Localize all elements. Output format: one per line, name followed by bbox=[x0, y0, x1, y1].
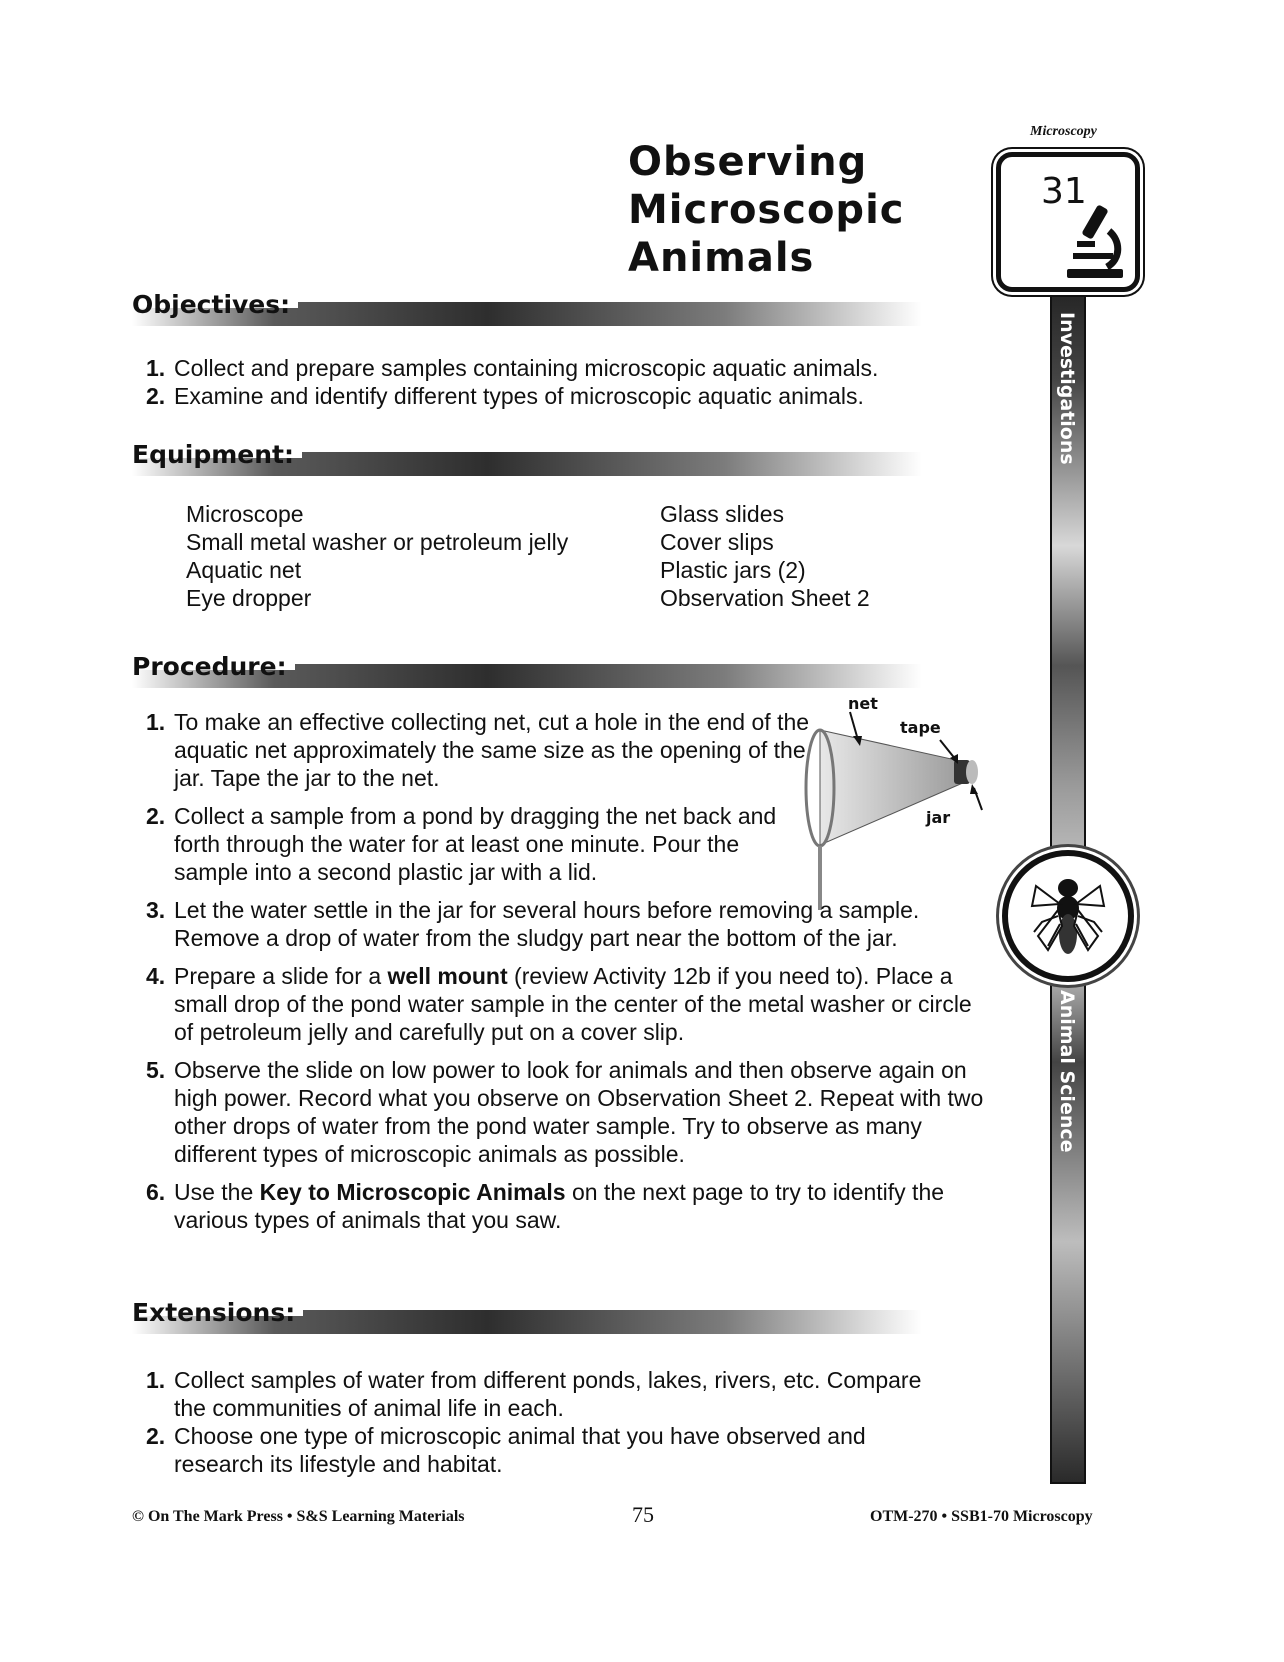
item-text: Collect a sample from a pond by dragging the net back and forth through the water for at least one minute. Pour the sample into a second plastic jar with a lid. bbox=[174, 803, 777, 885]
item-text: Let the water settle in the jar for several hours before removing a sample. Remove a drop of water from the sludgy part near the bottom of the jar. bbox=[174, 897, 920, 951]
list-item bbox=[132, 1422, 952, 1478]
objectives-heading bbox=[132, 290, 922, 322]
extensions-list bbox=[132, 1366, 952, 1478]
activity-number: 31 bbox=[1041, 171, 1087, 212]
equipment-list-right bbox=[660, 500, 870, 612]
diagram-label-jar: jar bbox=[926, 808, 951, 827]
item-number: 1. bbox=[146, 355, 166, 381]
list-item bbox=[132, 708, 814, 792]
equipment-item: Aquatic net bbox=[186, 557, 302, 583]
objectives-list bbox=[132, 354, 952, 410]
equipment-item: Eye dropper bbox=[186, 585, 312, 611]
footer-product-code: OTM-270 • SSB1-70 Microscopy bbox=[870, 1508, 1093, 1525]
list-item bbox=[132, 896, 994, 952]
item-text-bold: Key to Microscopic Animals bbox=[259, 1179, 566, 1205]
procedure-heading-label: Procedure: bbox=[132, 652, 295, 682]
extensions-heading-label: Extensions: bbox=[132, 1298, 303, 1328]
equipment-item: Small metal washer or petroleum jelly bbox=[186, 529, 569, 555]
item-text-post: on the next page to try to identify the various types of animals that you saw. bbox=[174, 1179, 945, 1233]
extensions-heading bbox=[132, 1298, 922, 1330]
item-text: Choose one type of microscopic animal that you have observed and research its lifestyle and habitat. bbox=[174, 1423, 866, 1477]
item-text-post: (review Activity 12b if you need to). Place a small drop of the pond water sample in the center of the metal washer or circle of petroleum jelly and carefully put on a cover slip. bbox=[174, 963, 972, 1045]
item-text: Examine and identify different types of microscopic aquatic animals. bbox=[174, 383, 864, 409]
list-item bbox=[132, 354, 952, 382]
list-item bbox=[132, 802, 814, 886]
sidebar-caption: Microscopy bbox=[1030, 124, 1097, 139]
list-item bbox=[132, 962, 994, 1046]
item-number: 2. bbox=[146, 383, 166, 409]
item-number: 2. bbox=[146, 803, 166, 829]
equipment-item: Cover slips bbox=[660, 529, 774, 555]
diagram-label-tape: tape bbox=[900, 718, 941, 737]
footer-publisher: © On The Mark Press • S&S Learning Materials bbox=[132, 1508, 465, 1525]
item-text: Collect samples of water from different ponds, lakes, rivers, etc. Compare the communities of animal life in each. bbox=[174, 1367, 922, 1421]
page-number: 75 bbox=[632, 1502, 654, 1527]
list-item bbox=[132, 1178, 994, 1234]
list-item bbox=[132, 1056, 1004, 1168]
equipment-item: Plastic jars (2) bbox=[660, 557, 806, 583]
procedure-heading bbox=[132, 652, 922, 684]
objectives-heading-label: Objectives: bbox=[132, 290, 298, 320]
list-item bbox=[132, 382, 952, 410]
title-line-3: Animals bbox=[628, 235, 815, 281]
equipment-item: Glass slides bbox=[660, 501, 784, 527]
item-number: 4. bbox=[146, 963, 166, 989]
equipment-list-left bbox=[186, 500, 568, 612]
item-number: 1. bbox=[146, 709, 166, 735]
item-text: To make an effective collecting net, cut a hole in the end of the aquatic net approximately the same size as the opening of the jar. Tape the jar to the net. bbox=[174, 709, 810, 791]
list-item bbox=[132, 1366, 952, 1422]
title-line-2: Microscopic bbox=[628, 187, 905, 233]
procedure-list bbox=[132, 708, 1004, 1244]
equipment-item: Observation Sheet 2 bbox=[660, 585, 870, 611]
equipment-item: Microscope bbox=[186, 501, 304, 527]
diagram-label-net: net bbox=[848, 694, 878, 713]
microscope-icon bbox=[1059, 201, 1129, 281]
item-number: 2. bbox=[146, 1423, 166, 1449]
title-line-1: Observing bbox=[628, 139, 868, 185]
sidebar-label-animal-science: Animal Science bbox=[1056, 990, 1078, 1153]
sidebar-label-investigations: Investigations bbox=[1056, 312, 1078, 465]
item-text-bold: well mount bbox=[387, 963, 508, 989]
equipment-heading bbox=[132, 440, 922, 472]
item-text-pre: Prepare a slide for a bbox=[174, 963, 388, 989]
item-text-pre: Use the bbox=[174, 1179, 260, 1205]
item-number: 5. bbox=[146, 1057, 166, 1083]
item-number: 1. bbox=[146, 1367, 166, 1393]
item-text: Observe the slide on low power to look for animals and then observe again on high power. Record what you observe on Observation Sheet 2. Repeat with two other drops of water from the pond water sample. Try to observe as many different types of microscopic animals as possible. bbox=[174, 1057, 984, 1167]
activity-number-sign bbox=[996, 152, 1140, 292]
page-title bbox=[628, 138, 905, 282]
item-number: 6. bbox=[146, 1179, 166, 1205]
animal-science-badge bbox=[1002, 850, 1134, 982]
fly-icon bbox=[1018, 866, 1118, 966]
equipment-heading-label: Equipment: bbox=[132, 440, 302, 470]
item-text: Collect and prepare samples containing microscopic aquatic animals. bbox=[174, 355, 879, 381]
item-number: 3. bbox=[146, 897, 166, 923]
